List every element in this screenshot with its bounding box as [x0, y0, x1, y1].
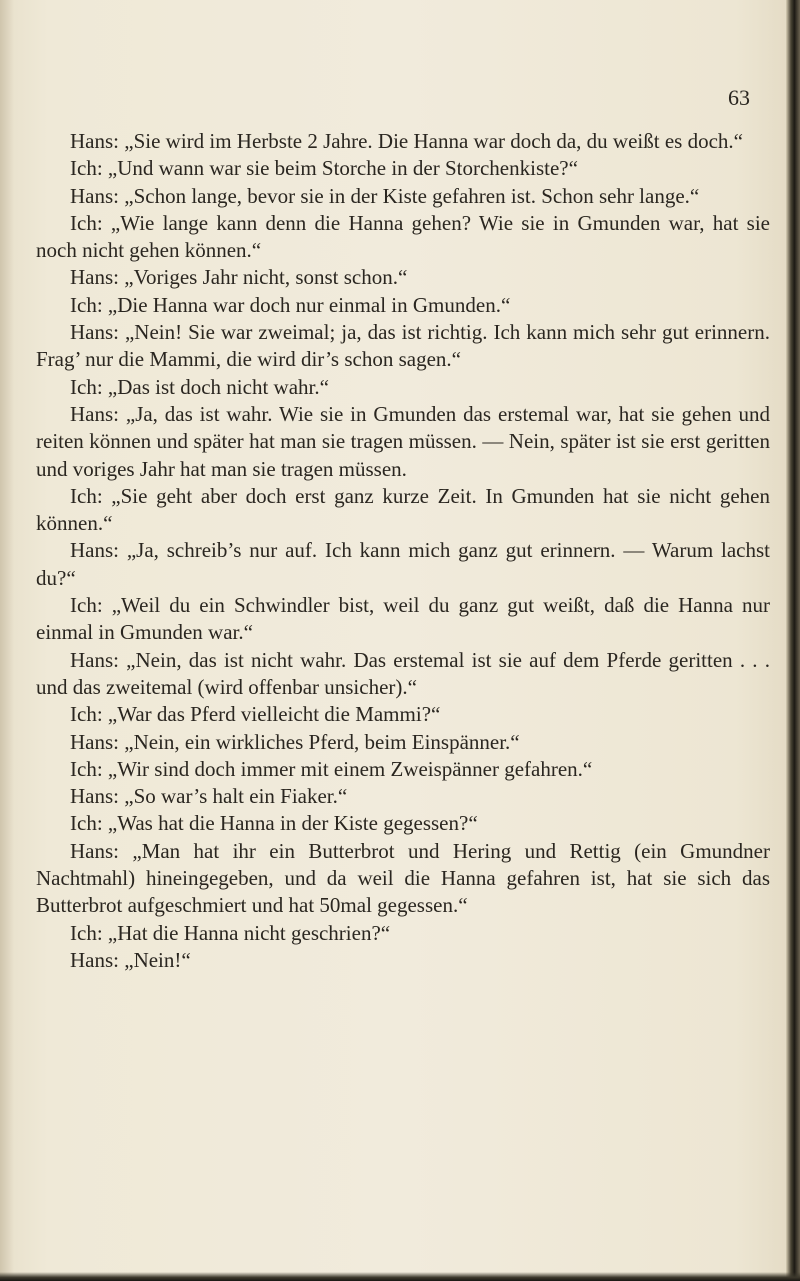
paragraph: Hans: „Ja, das ist wahr. Wie sie in Gmunden das erstemal war, hat sie gehen und reiten können und später hat man sie tragen müssen. — Nein, später ist sie erst geritten und voriges Jahr hat man sie tragen müssen. — [36, 401, 770, 481]
paragraph: Hans: „Nein, ein wirkliches Pferd, beim Einspänner.“ — [70, 729, 520, 754]
page-right-edge — [786, 0, 800, 1281]
paragraph: Ich: „Wir sind doch immer mit einem Zweispänner gefahren.“ — [70, 756, 593, 781]
paragraph: Ich: „Die Hanna war doch nur einmal in Gmunden.“ — [70, 292, 511, 317]
paragraph: Ich: „Sie geht aber doch erst ganz kurze Zeit. In Gmunden hat sie nicht gehen können.“ — [36, 483, 770, 536]
paragraph: Ich: „Wie lange kann denn die Hanna gehen? Wie sie in Gmunden war, hat sie noch nicht gehen können.“ — [36, 210, 770, 263]
paragraph: Ich: „Weil du ein Schwindler bist, weil du ganz gut weißt, daß die Hanna nur einmal in Gmunden war.“ — [36, 593, 770, 645]
paragraph: Hans: „Voriges Jahr nicht, sonst schon.“ — [70, 265, 408, 290]
page-number: 63 — [728, 85, 750, 110]
paragraph: Ich: „Was hat die Hanna in der Kiste gegessen?“ — [70, 811, 478, 836]
paragraph: Ich: „War das Pferd vielleicht die Mammi?“ — [70, 702, 441, 727]
paragraph: Ich: „Hat die Hanna nicht geschrien?“ — [70, 920, 391, 945]
paragraph: Hans: „Schon lange, bevor sie in der Kiste gefahren ist. Schon sehr lange.“ — [70, 183, 700, 208]
paragraph: Hans: „Ja, schreib’s nur auf. Ich kann mich ganz gut erinnern. — Warum lachst du?“ — [36, 538, 770, 590]
paragraph: Hans: „Nein, das ist nicht wahr. Das erstemal ist sie auf dem Pferde geritten . . . und das zweitemal (wird offenbar unsicher).“ — [36, 647, 770, 699]
paragraph: Hans: „Nein!“ — [70, 947, 191, 972]
page-bottom-edge — [0, 1272, 800, 1281]
paragraph: Hans: „So war’s halt ein Fiaker.“ — [70, 784, 348, 809]
paragraph: Hans: „Sie wird im Herbste 2 Jahre. Die Hanna war doch da, du weißt es doch.“ — [70, 129, 743, 153]
paragraph: Hans: „Nein! Sie war zweimal; ja, das ist richtig. Ich kann mich sehr gut erinnern. Frag’ nur die Mammi, die wird dir’s schon sagen.“ — [36, 320, 770, 372]
body-text — [36, 128, 770, 974]
page-gutter-shadow — [0, 0, 14, 1281]
paragraph: Ich: „Und wann war sie beim Storche in der Storchenkiste?“ — [70, 156, 578, 181]
paragraph: Ich: „Das ist doch nicht wahr.“ — [70, 374, 329, 399]
paragraph: Hans: „Man hat ihr ein Butterbrot und Hering und Rettig (ein Gmundner Nachtmahl) hineingegeben, und da weil die Hanna gefahren ist, hat sie sich das Butterbrot aufgeschmiert und hat 50mal gegessen.“ — [36, 838, 770, 918]
